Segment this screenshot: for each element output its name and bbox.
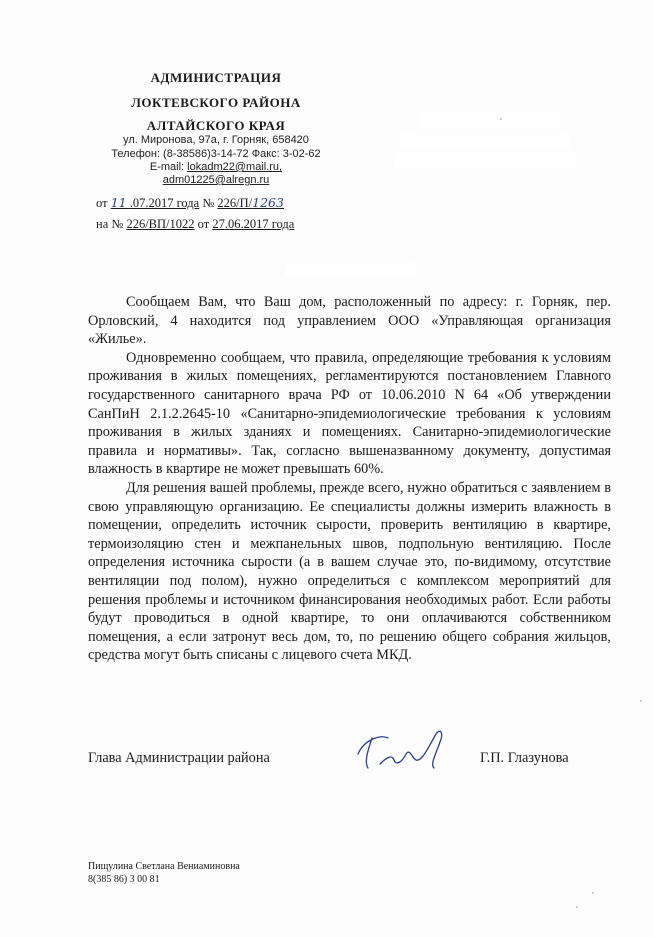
reply-reference [96, 217, 294, 232]
reply-date: 27.06.2017 года [212, 217, 295, 231]
redacted-addressee-line1 [420, 113, 560, 129]
org-name-line3: АЛТАЙСКОГО КРАЯ [146, 118, 286, 133]
redacted-salutation [285, 262, 415, 276]
executor-name: Пищулина Светлана Вениаминовна [88, 861, 240, 872]
ref-date-handwritten: 11 [110, 195, 127, 210]
org-address: ул. Миронова, 97а, г. Горняк, 658420 [123, 134, 309, 146]
redacted-addressee-line2 [400, 133, 570, 149]
reply-prefix: на [96, 217, 109, 231]
scan-speck [576, 906, 578, 908]
body-paragraph: Для решения вашей проблемы, прежде всего, нужно обратиться с заявлением в свою управляющую организацию. Ее специалисты должны измерить влажность в помещении, определить источник сырости, проверить вентиляцию в квартире, термоизоляцию стен и межпанельных швов, подпольную вентиляцию. После определения источника сырости (а в вашем случае это, по-видимому, отсутствие вентиляции под полом), нужно определиться с комплексом мероприятий для решения проблемы и источником финансирования необходимых работ. Если работы будут проводиться в одной квартире, то они оплачиваются собственником помещения, а если затронут весь дом, то, по решению общего собрания жильцов, средства могут быть списаны с лицевого счета МКД. [88, 479, 611, 664]
ref-number-sign: № [202, 196, 215, 210]
executor-phone: 8(385 86) 3 00 81 [88, 874, 160, 885]
ref-number: 226/П/1263 [217, 195, 284, 210]
org-name-line1: АДМИНИСТРАЦИЯ [150, 70, 282, 85]
body-paragraph: Одновременно сообщаем, что правила, определяющие требования к условиям проживания в жилых помещениях, регламентируются постановлением Главного государственного санитарного врача РФ от 10.06.2010 N 64 «Об утверждении СанПиН 2.1.2.2645-10 «Санитарно-эпидемиологические требования к условиям проживания в жилых зданиях и помещениях. Санитарно-эпидемиологические правила и нормативы». Так, согласно вышеназванному документу, допустимая влажность в квартире не может превышать 60%. [88, 349, 611, 478]
signatory-name: Г.П. Глазунова [480, 750, 569, 766]
reply-date-prefix: от [197, 217, 210, 231]
letter-body [88, 293, 611, 665]
email-label: E-mail: [149, 161, 185, 173]
scan-speck [640, 700, 642, 702]
org-phone: Телефон: (8-38586)3-14-72 Факс: 3-02-62 [111, 148, 321, 160]
body-paragraph: Сообщаем Вам, что Ваш дом, расположенный по адресу: г. Горняк, пер. Орловский, 4 находится под управлением ООО «Управляющая организация «Жилье». [88, 294, 611, 348]
scan-speck [500, 118, 502, 120]
ref-number-handwritten: 1263 [252, 195, 284, 210]
org-email-line [86, 160, 346, 174]
signatory-position: Глава Администрации района [88, 750, 270, 766]
email-link-1[interactable]: lokadm22@mail.ru, [187, 161, 283, 173]
ref-date: 11 .07.2017 года [110, 195, 200, 210]
reply-number: 226/ВП/1022 [126, 217, 195, 231]
org-name-line2: ЛОКТЕВСКОГО РАЙОНА [131, 95, 301, 110]
email-link-2[interactable]: adm01225@alregn.ru [162, 174, 270, 186]
outgoing-reference [96, 195, 284, 211]
redacted-addressee-line3 [395, 153, 575, 169]
ref-date-prefix: от [96, 196, 108, 210]
reply-number-sign: № [111, 217, 124, 231]
scan-speck [592, 892, 594, 894]
handwritten-signature [350, 724, 460, 774]
